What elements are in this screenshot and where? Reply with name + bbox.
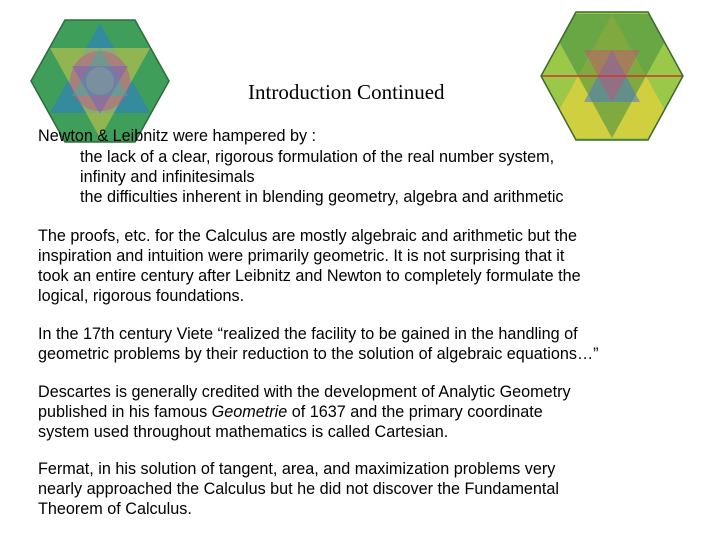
bullet-text: took an entire century after Leibnitz and Newton to completely formulate the bbox=[38, 267, 581, 285]
bullet-text-part: of 1637 and the primary coordinate bbox=[287, 403, 543, 421]
hexagonal-sierpinski-image bbox=[540, 10, 684, 142]
sub-bullet-text: the difficulties inherent in blending geometry, algebra and arithmetic bbox=[80, 188, 564, 206]
bullet-text: inspiration and intuition were primarily geometric. It is not surprising that it bbox=[38, 247, 565, 265]
bullet-text-part: published in his famous bbox=[38, 403, 212, 421]
slide-title: Introduction Continued bbox=[248, 80, 445, 104]
sub-bullet-text: the lack of a clear, rigorous formulation of the real number system, bbox=[80, 148, 555, 166]
bullet-text: nearly approached the Calculus but he did not discover the Fundamental bbox=[38, 480, 560, 498]
bullet-text: geometric problems by their reduction to the solution of algebraic equations…” bbox=[38, 345, 599, 363]
bullet-text: logical, rigorous foundations. bbox=[38, 287, 245, 305]
bullet-text: Newton & Leibnitz were hampered by : bbox=[38, 127, 317, 145]
bullet-text: The proofs, etc. for the Calculus are mostly algebraic and arithmetic but the bbox=[38, 227, 577, 245]
book-title: Geometrie bbox=[211, 403, 288, 421]
sub-bullet-text: infinity and infinitesimals bbox=[80, 168, 255, 186]
bullet-text: system used throughout mathematics is called Cartesian. bbox=[38, 423, 449, 441]
bullet-text: Fermat, in his solution of tangent, area, and maximization problems very bbox=[38, 460, 556, 478]
bullet-text bbox=[38, 402, 543, 422]
bullet-text: Descartes is generally credited with the development of Analytic Geometry bbox=[38, 383, 571, 401]
bullet-text: In the 17th century Viete “realized the facility to be gained in the handling of bbox=[38, 325, 578, 343]
bullet-text: Theorem of Calculus. bbox=[38, 500, 192, 518]
